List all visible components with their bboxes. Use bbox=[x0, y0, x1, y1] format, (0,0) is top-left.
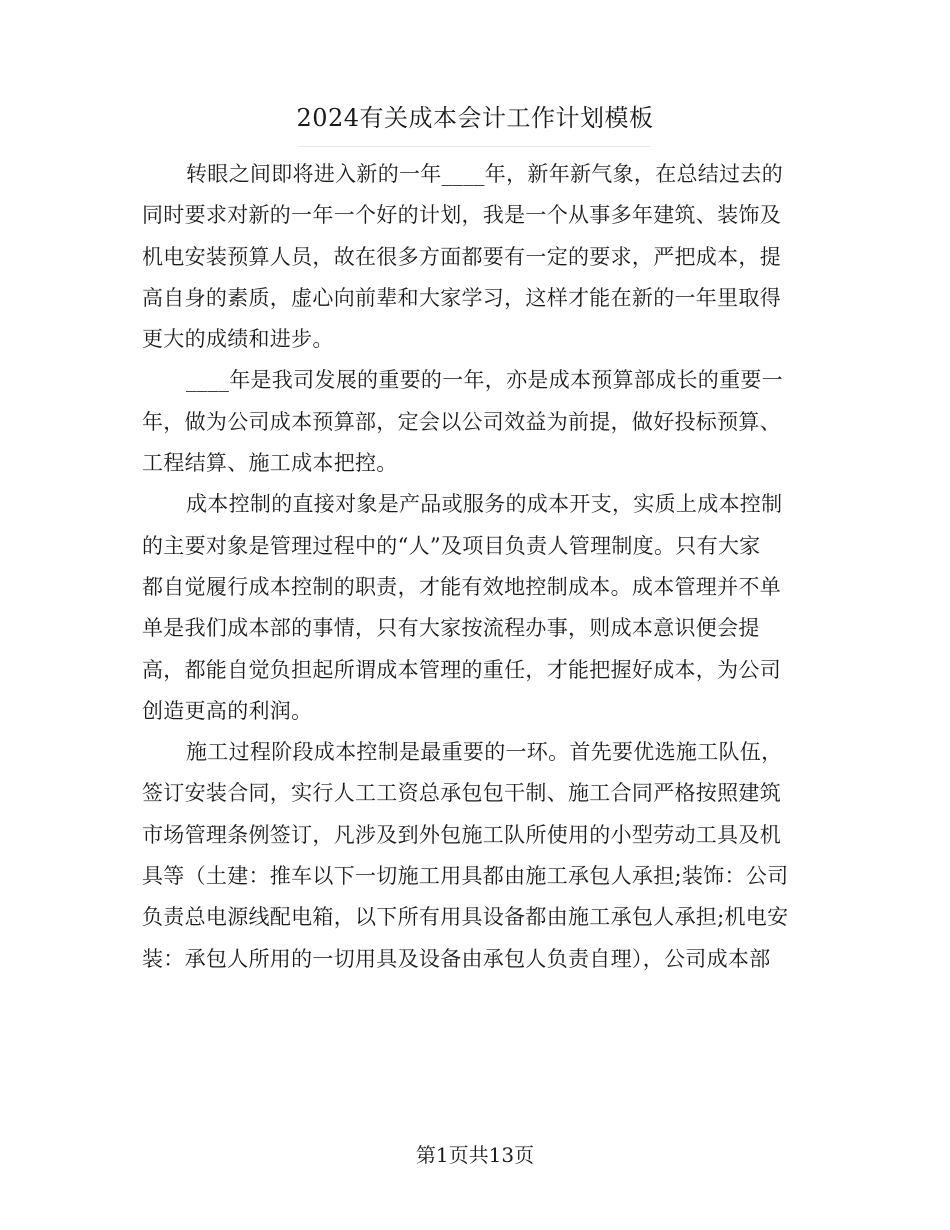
document-body bbox=[142, 154, 802, 980]
paragraph-3-line-1: 成本控制的直接对象是产品或服务的成本开支，实质上成本控制 bbox=[186, 492, 783, 517]
paragraph-4-line-4: 具等（土建：推车以下一切施工用具都由施工承包人承担;装饰：公司 bbox=[142, 864, 789, 889]
paragraph-3-line-4: 单是我们成本部的事情，只有大家按流程办事，则成本意识便会提 bbox=[142, 616, 760, 641]
paragraph-1-line-1: 转眼之间即将进入新的一年____年，新年新气象，在总结过去的 bbox=[186, 162, 783, 186]
paragraph-2-line-3: 工程结算、施工成本把控。 bbox=[142, 451, 398, 476]
paragraph-3-line-3: 都自觉履行成本控制的职责，才能有效地控制成本。成本管理并不单 bbox=[142, 574, 781, 599]
title-divider bbox=[299, 146, 651, 147]
document-title: 2024有关成本会计工作计划模板 bbox=[296, 104, 654, 132]
paragraph-3-line-6: 创造更高的利润。 bbox=[142, 698, 313, 723]
page-number-footer: 第1页共13页 bbox=[415, 1143, 535, 1167]
paragraph-2-line-2: 年，做为公司成本预算部，定会以公司效益为前提，做好投标预算、 bbox=[142, 409, 781, 434]
paragraph-3-line-5: 高，都能自觉负担起所谓成本管理的重任，才能把握好成本，为公司 bbox=[142, 657, 781, 682]
paragraph-2-line-1: ____年是我司发展的重要的一年，亦是成本预算部成长的重要一 bbox=[186, 368, 783, 393]
paragraph-4-line-3: 市场管理条例签订，凡涉及到外包施工队所使用的小型劳动工具及机 bbox=[142, 822, 781, 847]
paragraph-1-line-4: 高自身的素质，虚心向前辈和大家学习，这样才能在新的一年里取得 bbox=[142, 285, 781, 310]
paragraph-4-line-1: 施工过程阶段成本控制是最重要的一环。首先要优选施工队伍， bbox=[186, 740, 783, 765]
paragraph-4-line-5: 负责总电源线配电箱，以下所有用具设备都由施工承包人承担;机电安 bbox=[142, 905, 789, 930]
paragraph-1-line-5: 更大的成绩和进步。 bbox=[142, 327, 334, 352]
paragraph-4-line-2: 签订安装合同，实行人工工资总承包包干制、施工合同严格按照建筑 bbox=[142, 781, 781, 806]
paragraph-1-line-2: 同时要求对新的一年一个好的计划，我是一个从事多年建筑、装饰及 bbox=[142, 203, 781, 228]
paragraph-1-line-3: 机电安装预算人员，故在很多方面都要有一定的要求，严把成本，提 bbox=[142, 244, 781, 269]
paragraph-4-line-6: 装：承包人所用的一切用具及设备由承包人负责自理），公司成本部 bbox=[142, 946, 771, 971]
paragraph-3-line-2: 的主要对象是管理过程中的“人”及项目负责人管理制度。只有大家 bbox=[142, 533, 761, 558]
